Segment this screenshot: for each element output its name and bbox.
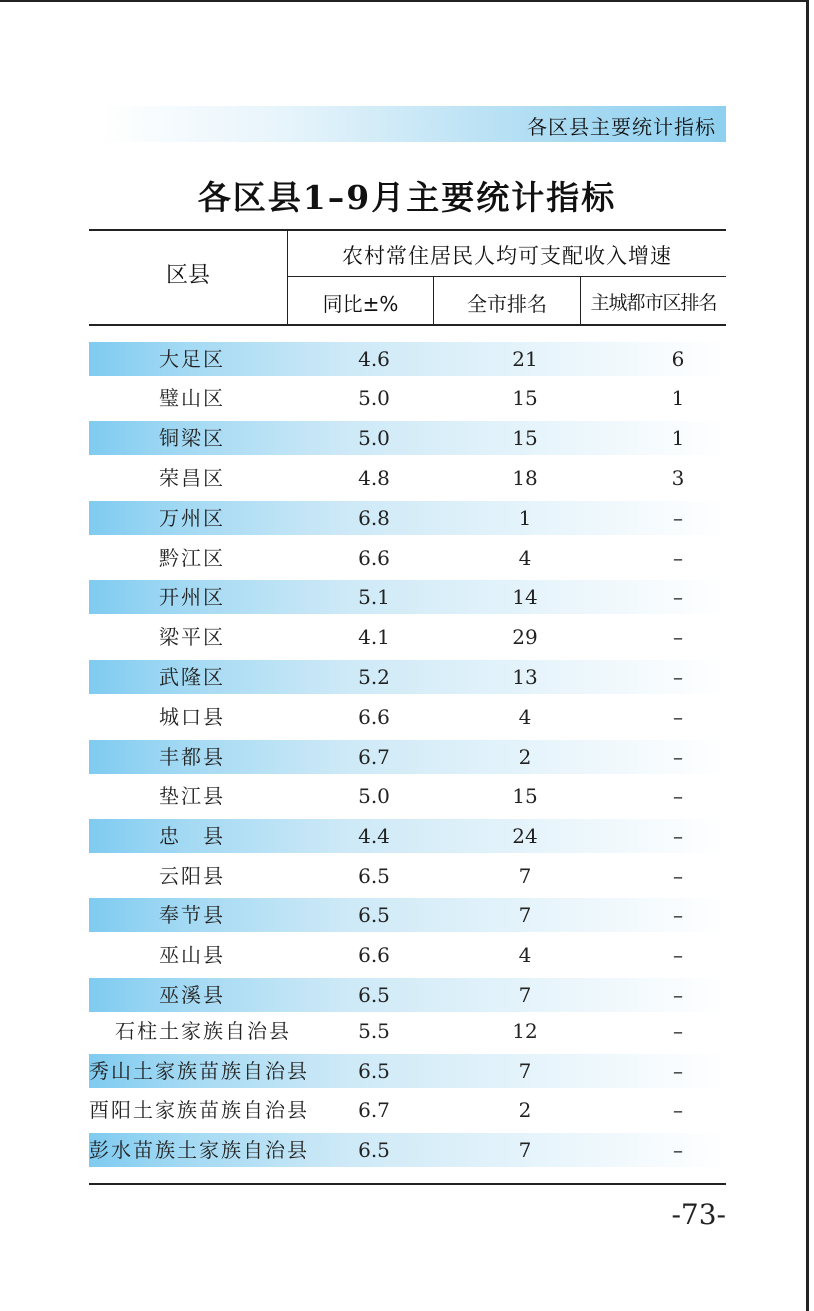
table-bottom-rule (89, 1183, 726, 1185)
district-name: 奉节县 (159, 903, 225, 927)
district-name: 黔江区 (159, 546, 225, 570)
city-rank-value: 12 (512, 1019, 538, 1043)
city-rank-value: 24 (512, 824, 538, 848)
table-top-rule (89, 229, 726, 231)
district-name: 万州区 (159, 506, 225, 530)
main-rank-value: – (673, 745, 683, 769)
main-rank-value: – (673, 983, 683, 1007)
city-rank-value: 15 (512, 426, 538, 450)
table-row (89, 700, 726, 734)
district-name: 荣昌区 (159, 466, 225, 490)
district-name: 开州区 (159, 585, 225, 609)
table-row (89, 660, 726, 694)
yoy-value: 5.1 (358, 585, 390, 609)
city-rank-value: 15 (512, 784, 538, 808)
header-bottom-rule (89, 324, 726, 326)
page-number: -73- (671, 1198, 726, 1231)
yoy-value: 6.7 (358, 745, 390, 769)
table-row (89, 461, 726, 495)
yoy-value: 5.0 (358, 386, 390, 410)
main-rank-value: – (673, 705, 683, 729)
city-rank-value: 4 (518, 705, 532, 729)
yoy-value: 5.0 (358, 426, 390, 450)
yoy-value: 6.6 (358, 705, 390, 729)
district-name: 彭水苗族土家族自治县 (89, 1138, 309, 1162)
city-rank-value: 14 (512, 585, 538, 609)
main-rank-value: – (673, 1098, 683, 1122)
yoy-value: 6.5 (358, 1138, 390, 1162)
table-row (89, 541, 726, 575)
yoy-value: 6.8 (358, 506, 390, 530)
city-rank-value: 7 (518, 1059, 532, 1083)
city-rank-value: 7 (518, 983, 532, 1007)
table-row (89, 1093, 726, 1127)
main-rank-value: 6 (671, 347, 685, 371)
running-header-band (100, 106, 726, 142)
header-main-rank: 主城都市区排名 (590, 292, 717, 314)
table-row (89, 501, 726, 535)
district-name: 石柱土家族自治县 (115, 1019, 291, 1043)
yoy-value: 6.6 (358, 546, 390, 570)
table-row (89, 819, 726, 853)
yoy-value: 4.4 (358, 824, 390, 848)
city-rank-value: 15 (512, 386, 538, 410)
header-yoy: 同比±% (322, 292, 399, 316)
header-city-rank: 全市排名 (467, 292, 547, 316)
page-title: 各区县1–9月主要统计指标 (197, 178, 617, 217)
table-row (89, 978, 726, 1012)
city-rank-value: 2 (518, 1098, 532, 1122)
yoy-value: 4.6 (358, 347, 390, 371)
district-name: 巫山县 (159, 943, 225, 967)
district-name: 秀山土家族苗族自治县 (89, 1059, 309, 1083)
district-name: 铜梁区 (159, 426, 225, 450)
yoy-value: 4.1 (358, 625, 390, 649)
city-rank-value: 4 (518, 943, 532, 967)
district-name: 忠 县 (159, 824, 225, 848)
yoy-value: 6.5 (358, 903, 390, 927)
yoy-value: 6.5 (358, 864, 390, 888)
table-row (89, 938, 726, 972)
yoy-value: 6.7 (358, 1098, 390, 1122)
table-row (89, 898, 726, 932)
city-rank-value: 7 (518, 1138, 532, 1162)
table-row (89, 779, 726, 813)
header-group-rule (288, 276, 726, 277)
yoy-value: 5.0 (358, 784, 390, 808)
city-rank-value: 21 (512, 347, 538, 371)
table-row (89, 342, 726, 376)
table-row (89, 381, 726, 415)
city-rank-value: 1 (518, 506, 532, 530)
city-rank-value: 7 (518, 903, 532, 927)
running-header-text: 各区县主要统计指标 (527, 115, 716, 139)
table-row (89, 1054, 726, 1088)
yoy-value: 5.5 (358, 1019, 390, 1043)
city-rank-value: 13 (512, 665, 538, 689)
header-district: 区县 (165, 263, 210, 288)
district-name: 酉阳土家族苗族自治县 (89, 1098, 309, 1122)
table-row (89, 859, 726, 893)
main-rank-value: – (673, 506, 683, 530)
table-row (89, 580, 726, 614)
main-rank-value: – (673, 1059, 683, 1083)
main-rank-value: 1 (671, 426, 685, 450)
main-rank-value: – (673, 943, 683, 967)
main-rank-value: – (673, 903, 683, 927)
city-rank-value: 18 (512, 466, 538, 490)
district-name: 城口县 (159, 705, 225, 729)
district-name: 璧山区 (159, 386, 225, 410)
main-rank-value: – (673, 864, 683, 888)
yoy-value: 5.2 (358, 665, 390, 689)
main-rank-value: – (673, 1019, 683, 1043)
main-rank-value: 3 (671, 466, 685, 490)
city-rank-value: 4 (518, 546, 532, 570)
yoy-value: 6.5 (358, 1059, 390, 1083)
main-rank-value: – (673, 665, 683, 689)
main-rank-value: – (673, 824, 683, 848)
district-name: 丰都县 (159, 745, 225, 769)
district-name: 梁平区 (159, 625, 225, 649)
district-name: 巫溪县 (159, 983, 225, 1007)
yoy-value: 6.6 (358, 943, 390, 967)
district-name: 武隆区 (159, 665, 225, 689)
header-income-growth: 农村常住居民人均可支配收入增速 (342, 244, 672, 268)
district-name: 垫江县 (159, 784, 225, 808)
main-rank-value: 1 (671, 386, 685, 410)
main-rank-value: – (673, 625, 683, 649)
table-row (89, 620, 726, 654)
yoy-value: 6.5 (358, 983, 390, 1007)
district-name: 云阳县 (159, 864, 225, 888)
table-row (89, 421, 726, 455)
district-name: 大足区 (159, 347, 225, 371)
main-rank-value: – (673, 585, 683, 609)
main-rank-value: – (673, 546, 683, 570)
city-rank-value: 29 (512, 625, 538, 649)
table-row (89, 1133, 726, 1167)
yoy-value: 4.8 (358, 466, 390, 490)
main-rank-value: – (673, 1138, 683, 1162)
city-rank-value: 2 (518, 745, 532, 769)
main-rank-value: – (673, 784, 683, 808)
city-rank-value: 7 (518, 864, 532, 888)
table-row (89, 1014, 726, 1048)
table-row (89, 740, 726, 774)
